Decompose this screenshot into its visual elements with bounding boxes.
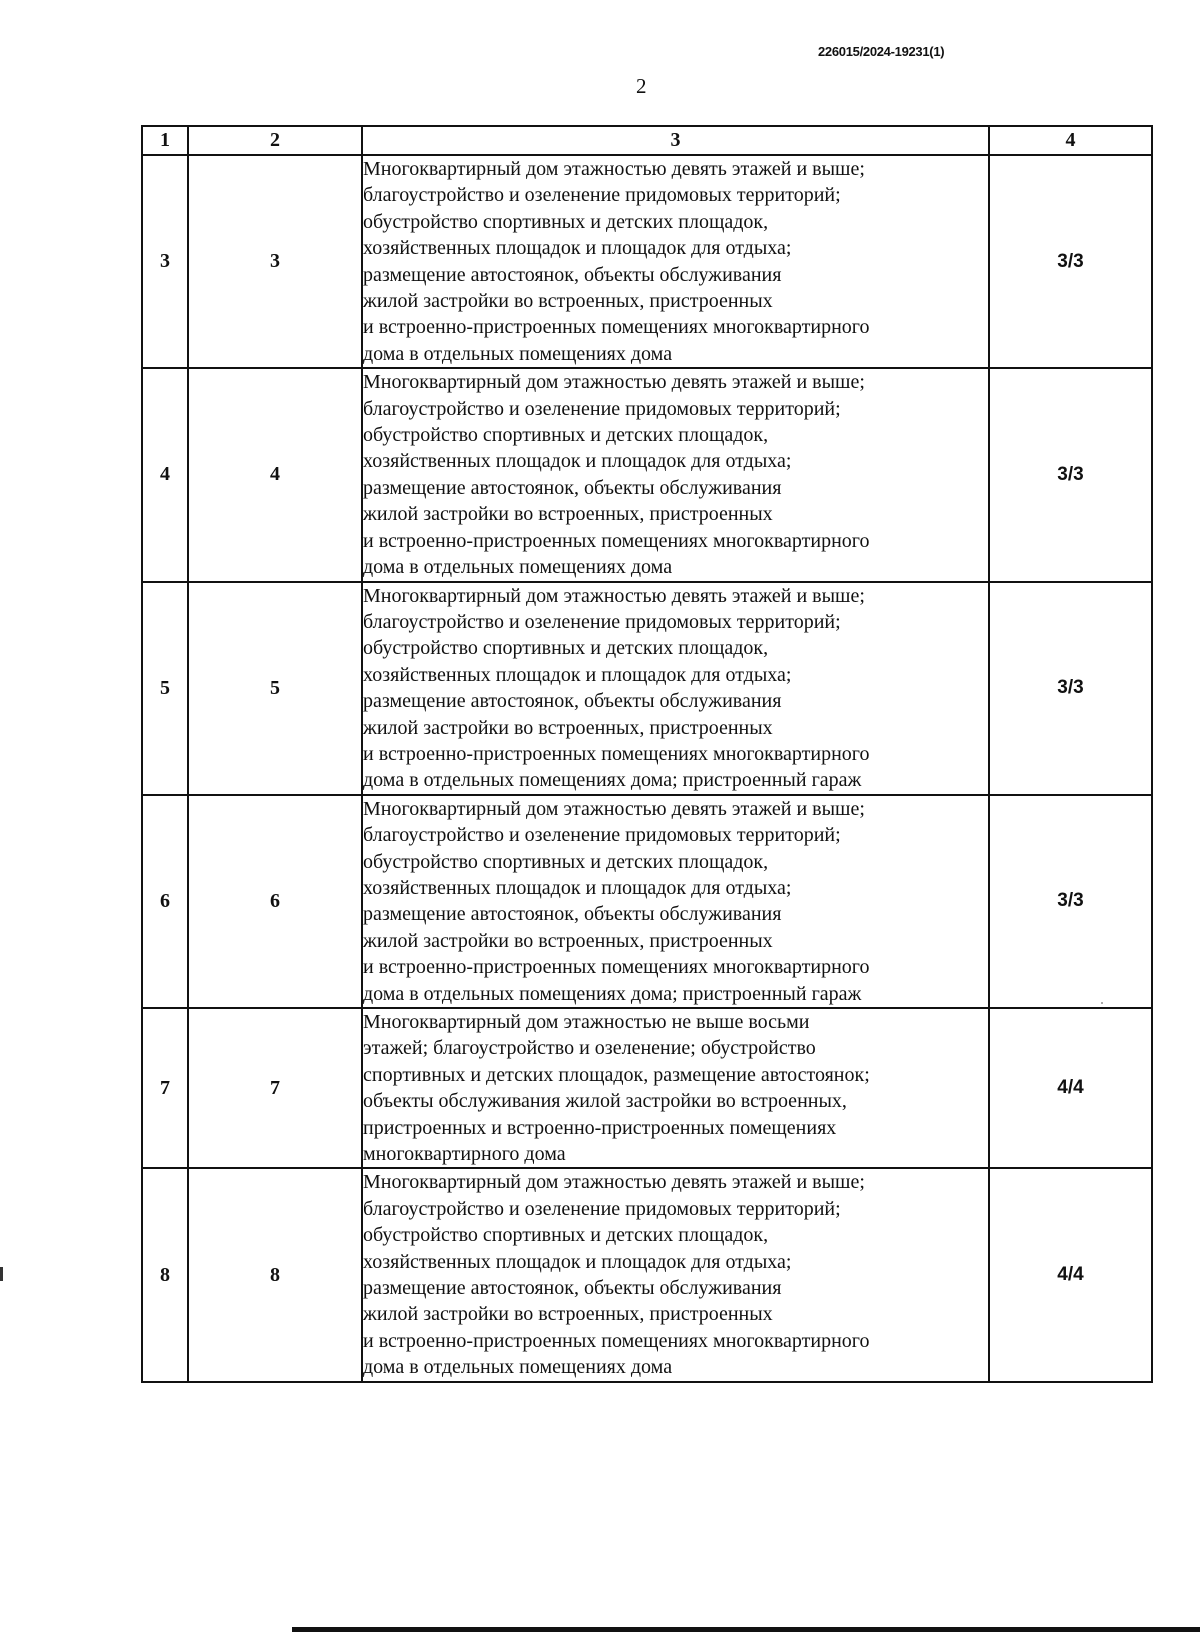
description-line: и встроенно-пристроенных помещениях многоквартирного [363, 316, 870, 339]
permitted-use-description-cell [362, 582, 989, 795]
row-number-cell: 6 [142, 795, 188, 1008]
description-line: и встроенно-пристроенных помещениях многоквартирного [363, 1329, 870, 1352]
permitted-use-description-cell [362, 368, 989, 581]
scan-bottom-edge [292, 1627, 1200, 1632]
description-line: жилой застройки во встроенных, пристроенных [363, 503, 773, 526]
description-line: и встроенно-пристроенных помещениях многоквартирного [363, 742, 870, 765]
description-line: размещение автостоянок, объекты обслуживания [363, 1277, 782, 1300]
description-line: обустройство спортивных и детских площадок, [363, 637, 769, 660]
description-line: хозяйственных площадок и площадок для отдыха; [363, 663, 792, 686]
description-line: хозяйственных площадок и площадок для отдыха; [363, 1250, 792, 1273]
permitted-use-description-cell [362, 795, 989, 1008]
description-line: жилой застройки во встроенных, пристроенных [363, 290, 773, 313]
description-line: благоустройство и озеленение придомовых территорий; [363, 824, 841, 847]
scan-edge-mark [0, 1267, 3, 1281]
description-line: размещение автостоянок, объекты обслуживания [363, 263, 782, 286]
parameter-value-cell: 3/3 [989, 155, 1152, 368]
table-header-row [142, 126, 1152, 155]
zone-number-cell: 5 [188, 582, 362, 795]
description-line: благоустройство и озеленение придомовых территорий; [363, 610, 841, 633]
parameter-value-cell: 4/4 [989, 1168, 1152, 1381]
description-line: дома в отдельных помещениях дома [363, 556, 673, 579]
scan-speck [1101, 1002, 1103, 1004]
row-number-cell: 4 [142, 368, 188, 581]
permitted-use-description-cell [362, 1168, 989, 1381]
permitted-use-description-cell [362, 155, 989, 368]
description-line: Многоквартирный дом этажностью девять этажей и выше; [363, 797, 865, 820]
description-line: хозяйственных площадок и площадок для отдыха; [363, 876, 792, 899]
description-line: спортивных и детских площадок, размещение автостоянок; [363, 1063, 870, 1086]
zone-number-cell: 6 [188, 795, 362, 1008]
parameter-value-cell: 4/4 [989, 1008, 1152, 1168]
description-line: дома в отдельных помещениях дома; пристроенный гараж [363, 769, 862, 792]
document-registration-number: 226015/2024-19231(1) [818, 44, 945, 59]
description-line: размещение автостоянок, объекты обслуживания [363, 903, 782, 926]
zone-number-cell: 3 [188, 155, 362, 368]
table-row [142, 1008, 1152, 1168]
parameter-value-cell: 3/3 [989, 368, 1152, 581]
description-line: Многоквартирный дом этажностью девять этажей и выше; [363, 158, 865, 180]
description-line: обустройство спортивных и детских площадок, [363, 1224, 769, 1247]
description-line: и встроенно-пристроенных помещениях многоквартирного [363, 529, 870, 552]
description-line: жилой застройки во встроенных, пристроенных [363, 929, 773, 952]
table-row [142, 368, 1152, 581]
permitted-use-description-cell [362, 1008, 989, 1168]
row-number-cell: 7 [142, 1008, 188, 1168]
zone-number-cell: 4 [188, 368, 362, 581]
zone-number-cell: 8 [188, 1168, 362, 1381]
table-body [142, 155, 1152, 1382]
table-row [142, 155, 1152, 368]
column-header-3: 3 [362, 126, 989, 155]
description-line: хозяйственных площадок и площадок для отдыха; [363, 237, 792, 260]
description-line: хозяйственных площадок и площадок для отдыха; [363, 450, 792, 473]
description-line: многоквартирного дома [363, 1143, 566, 1166]
table-row [142, 582, 1152, 795]
description-line: жилой застройки во встроенных, пристроенных [363, 1303, 773, 1326]
page-number: 2 [636, 74, 647, 98]
row-number-cell: 3 [142, 155, 188, 368]
zone-number-cell: 7 [188, 1008, 362, 1168]
description-line: дома в отдельных помещениях дома [363, 342, 673, 365]
description-line: этажей; благоустройство и озеленение; обустройство [363, 1037, 816, 1060]
description-line: и встроенно-пристроенных помещениях многоквартирного [363, 956, 870, 979]
description-line: благоустройство и озеленение придомовых территорий; [363, 184, 841, 207]
parameter-value-cell: 3/3 [989, 795, 1152, 1008]
description-line: Многоквартирный дом этажностью девять этажей и выше; [363, 584, 865, 607]
row-number-cell: 5 [142, 582, 188, 795]
description-line: размещение автостоянок, объекты обслуживания [363, 690, 782, 713]
description-line: пристроенных и встроенно-пристроенных помещениях [363, 1116, 837, 1139]
description-line: благоустройство и озеленение придомовых территорий; [363, 397, 841, 420]
table-row [142, 795, 1152, 1008]
description-line: благоустройство и озеленение придомовых территорий; [363, 1197, 841, 1220]
zoning-table [141, 125, 1153, 1383]
table-row [142, 1168, 1152, 1381]
description-line: размещение автостоянок, объекты обслуживания [363, 476, 782, 499]
description-line: дома в отдельных помещениях дома [363, 1356, 673, 1379]
description-line: Многоквартирный дом этажностью девять этажей и выше; [363, 371, 865, 394]
column-header-4: 4 [989, 126, 1152, 155]
description-line: жилой застройки во встроенных, пристроенных [363, 716, 773, 739]
description-line: обустройство спортивных и детских площадок, [363, 850, 769, 873]
row-number-cell: 8 [142, 1168, 188, 1381]
description-line: Многоквартирный дом этажностью девять этажей и выше; [363, 1171, 865, 1194]
column-header-2: 2 [188, 126, 362, 155]
description-line: обустройство спортивных и детских площадок, [363, 424, 769, 447]
description-line: дома в отдельных помещениях дома; пристроенный гараж [363, 982, 862, 1005]
description-line: обустройство спортивных и детских площадок, [363, 210, 769, 233]
column-header-1: 1 [142, 126, 188, 155]
description-line: Многоквартирный дом этажностью не выше восьми [363, 1011, 810, 1033]
parameter-value-cell: 3/3 [989, 582, 1152, 795]
description-line: объекты обслуживания жилой застройки во встроенных, [363, 1090, 847, 1113]
